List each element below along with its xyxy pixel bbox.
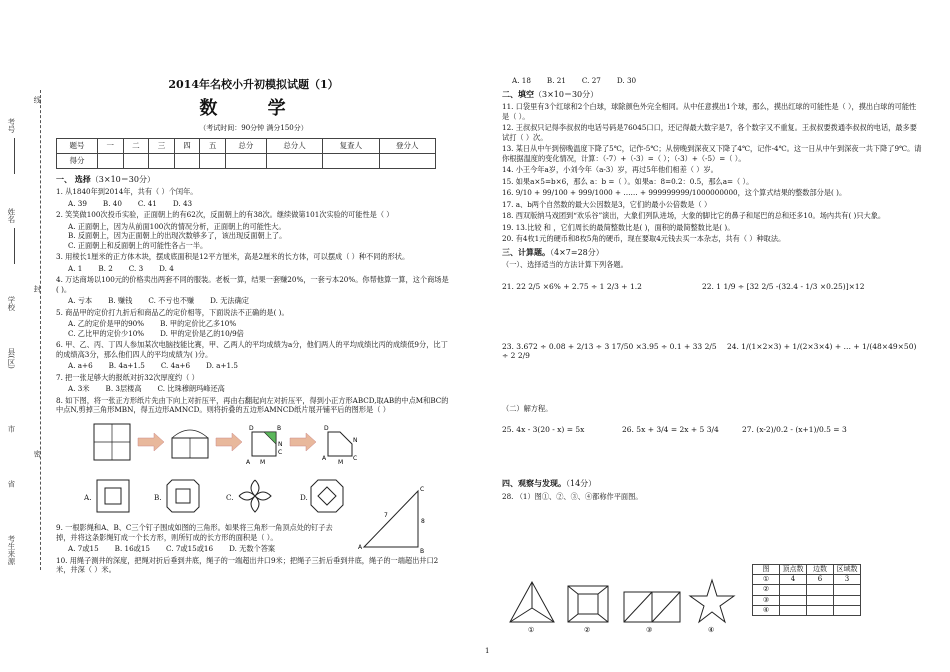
score-header: 二 xyxy=(123,138,149,153)
svg-text:A: A xyxy=(322,454,327,462)
question-8-options: A. B. C. D. xyxy=(56,477,451,521)
score-cell[interactable] xyxy=(225,153,266,168)
score-table xyxy=(56,138,436,169)
score-header: 四 xyxy=(174,138,200,153)
svg-text:7: 7 xyxy=(384,512,388,520)
calc-row-1 xyxy=(502,272,922,332)
svg-text:8: 8 xyxy=(421,518,425,526)
expression-23: 23. 3.672 ÷ 0.08 + 2/13 ÷ 3 17/50 ×3.95 ÷ 0.1 + 33 2/5 ÷ 2 2/9 xyxy=(502,341,717,361)
score-cell[interactable] xyxy=(266,153,322,168)
equation-27: 27. (x-2)/0.2 - (x+1)/0.5 = 3 xyxy=(742,425,847,435)
margin-label-province: 省 xyxy=(6,480,16,488)
svg-text:C: C xyxy=(278,448,283,456)
svg-text:M: M xyxy=(338,458,344,466)
question-28: 28. （1）图①、②、③、④都称作平面图。 xyxy=(502,491,643,501)
left-column xyxy=(56,78,451,577)
question-18: 18. 西双版纳马戏团到“欢乐谷”演出，大象们列队进场，大象的脚比它的鼻子和尾巴的总和还多10。场内共有( )只大象。 xyxy=(502,211,886,221)
exam-title: 2014年名校小升初模拟试题（1） xyxy=(168,78,339,91)
option-d-shape xyxy=(308,477,348,517)
question-17: 17. a、b两个自然数的最大公因数是3，它们的最小公倍数是（ ） xyxy=(502,199,712,209)
score-header: 一 xyxy=(97,138,123,153)
question-1-options: A. 39 B. 40 C. 41 D. 43 xyxy=(68,198,193,208)
score-cell[interactable] xyxy=(123,153,149,168)
svg-text:D: D xyxy=(249,424,254,432)
section1-heading: 一、 选择（3×10＝30分） xyxy=(56,173,155,184)
margin-rule xyxy=(14,138,15,174)
section4-heading: 四、观察与发现。（14分） xyxy=(502,478,597,489)
table-header: 区域数 xyxy=(834,565,861,575)
equation-row xyxy=(502,415,922,475)
svg-text:④: ④ xyxy=(708,626,715,634)
option-a-shape xyxy=(94,477,134,517)
svg-text:②: ② xyxy=(584,626,591,634)
question-11: 11. 口袋里有3个红球和2个白球，球除颜色外完全相同。从中任意摸出1个球，那么，摸出红球的可能性是（ ），摸出白球的可能性是（ ）。 xyxy=(502,102,917,121)
exam-meta: （考试时间：90分钟 满分150分） xyxy=(199,124,308,133)
score-header: 三 xyxy=(149,138,175,153)
equation-26: 26. 5x + 3/4 = 2x + 5 3/4 xyxy=(622,425,719,435)
cut-mark-line: 线 xyxy=(32,96,42,104)
svg-text:A: A xyxy=(246,458,251,466)
option-b-shape xyxy=(164,477,204,517)
question-15: 15. 如果a×5=b×6，那么 a：b =（ ）。如果a：8=0.2：0.5，那么a=（ ）。 xyxy=(502,176,754,186)
score-cell[interactable] xyxy=(174,153,200,168)
score-cell[interactable] xyxy=(149,153,175,168)
triangle-figure xyxy=(356,483,436,555)
question-14: 14. 小王今年a岁，小刘今年（a-3）岁，再过5年他们相差（ ）岁。 xyxy=(502,165,718,175)
question-7: 7. 把一张足够大的报纸对折32次厚度约（ ） xyxy=(56,372,199,382)
score-cell[interactable] xyxy=(379,153,435,168)
table-header: 图 xyxy=(753,565,780,575)
section3-sub2: （二）解方程。 xyxy=(502,403,553,413)
calc-row-2 xyxy=(502,332,922,402)
score-header: 登分人 xyxy=(379,138,435,153)
question-6-options: A. a+6 B. 4a+1.5 C. 4a+6 D. a+1.5 xyxy=(68,361,238,371)
svg-text:B: B xyxy=(420,548,425,556)
svg-text:A: A xyxy=(358,544,363,552)
planar-figures xyxy=(506,578,756,634)
question-5: 5. 商品甲的定价打九折后和商品乙的定价相等，下面说法不正确的是( )。 xyxy=(56,307,289,317)
page-number: 1 xyxy=(485,647,490,655)
svg-text:B: B xyxy=(277,424,282,432)
question-12: 12. 王叔叔只记得李叔叔的电话号码是76045口口，还记得最大数字是7，各个数字又不重复。王叔叔要拨通李叔叔的电话，最多要试打（ ）次。 xyxy=(502,123,917,142)
expression-21: 21. 22 2/5 ×6% + 2.75 ÷ 1 2/3 + 1.2 xyxy=(502,281,642,291)
question-7-options: A. 3米 B. 3层楼高 C. 比珠穆朗玛峰还高 xyxy=(68,384,225,394)
question-4: 4. 万达商场以100元的价格卖出两套不同的服装。老板一算，结果一套赚20%，一套亏本20%。你帮他算一算，这个商场是( )。 xyxy=(56,275,449,294)
score-row-label: 得分 xyxy=(57,153,98,168)
score-cell[interactable] xyxy=(200,153,226,168)
margin-label-source: 考生来源 xyxy=(6,535,16,565)
folding-figure xyxy=(56,417,436,475)
svg-text:③: ③ xyxy=(646,626,653,634)
margin-label-county: 县(区) xyxy=(6,348,16,369)
margin-label-school: 学校 xyxy=(6,296,16,311)
expression-22: 22. 1 1/9 ÷ [32 2/5 -(32.4 - 1/3 ×0.25)]×12 xyxy=(702,281,865,291)
score-header: 总分 xyxy=(225,138,266,153)
section3-heading: 三、计算题。（4×7=28分） xyxy=(502,246,604,257)
question-4-options: A. 亏本 B. 赚钱 C. 不亏也不赚 D. 无法确定 xyxy=(68,296,249,306)
question-9-options: A. 7或15 B. 16或15 C. 7或15或16 D. 无数个答案 xyxy=(68,544,276,554)
question-5-options: A. 乙的定价是甲的90% B. 甲的定价比乙多10% C. 乙比甲的定价少10% D. 甲的定价是乙的10/9倍 xyxy=(68,319,244,338)
question-20: 20. 有4枚1元的硬币和8枚5角的硬币，现在要取4元钱去买一本杂志，共有（ ）种取法。 xyxy=(502,234,786,244)
question-3: 3. 用棱长1厘米的正方体木块，摆成底面积是12平方厘米，高是2厘米的长方体，可以摆成（ ）种不同的形状。 xyxy=(56,252,410,262)
question-6: 6. 甲、乙、丙、丁四人参加某次电脑技能比赛，甲、乙两人的平均成绩为a分，他们两人的平均成绩比丙的成绩低9分，比丁的成绩高3分，那么他们四人的平均成绩为( )分。 xyxy=(56,340,448,359)
expression-24: 24. 1/(1×2×3) + 1/(2×3×4) + … + 1/(48×49×50) xyxy=(727,341,917,351)
score-header: 题号 xyxy=(57,138,98,153)
svg-text:M: M xyxy=(260,458,266,466)
question-13: 13. 某日从中午到傍晚温度下降了5℃，记作-5℃；从傍晚到深夜又下降了4℃，记作-4℃。这一日从中午到深夜一共下降了9℃。请你根据温度的变化情况，计算：（-7）+（-3）=（ ）；（-3）+（-5）=（ ）。 xyxy=(502,144,922,163)
question-2-options: A. 正面朝上，因为从前面100次的情况分析，正面朝上的可能性大。 B. 反面朝上，因为正面朝上的出现次数够多了，该出现反面朝上了。 C. 正面朝上和反面朝上的可能性各占一半。 xyxy=(68,221,287,250)
table-header: 顶点数 xyxy=(780,565,807,575)
svg-text:C: C xyxy=(353,454,358,462)
question-10: 10. 用绳子测井的深度，把绳对折后垂到井底，绳子的一端超出井口9米；把绳子三折后垂到井底，绳子的一端超出井口2米，井深（ ）米。 xyxy=(56,555,439,575)
question-3-options: A. 1 B. 2 C. 3 D. 4 xyxy=(68,263,174,273)
score-cell[interactable] xyxy=(97,153,123,168)
score-header: 总分人 xyxy=(266,138,322,153)
cut-mark-secret: 密 xyxy=(32,450,42,458)
question-9: 9. 一根影绳和A、B、C三个钉子围成如图的三角形。如果将三角形一角顶点处的钉子去掉，并将这条影绳钉成一个长方形，则所钉成的长方形的面积是（ ）。 xyxy=(56,523,333,542)
subject-title: 数 学 xyxy=(199,97,308,119)
cut-mark-seal: 封 xyxy=(32,285,42,293)
table-header: 边数 xyxy=(807,565,834,575)
right-column xyxy=(502,75,922,503)
section2-heading: 二、填空（3×10＝30分） xyxy=(502,88,599,99)
margin-rule xyxy=(14,228,15,264)
question-16: 16. 9/10 + 99/100 + 999/1000 + …… + 999999999/1000000000，这个算式结果的整数部分是( )。 xyxy=(502,188,847,198)
question-2: 2. 笑笑做100次投币实验，正面朝上的有62次，反面朝上的有38次。继续做第101次实验的可能性是（ ） xyxy=(56,210,394,220)
margin-label-exam-no: 考号 xyxy=(6,118,16,133)
question-1: 1. 从1840年到2014年，共有（ ）个闰年。 xyxy=(56,187,198,197)
margin-label-city: 市 xyxy=(6,425,16,433)
svg-text:C: C xyxy=(420,486,425,494)
svg-text:①: ① xyxy=(528,626,535,634)
equation-25: 25. 4x - 3(20 - x) = 5x xyxy=(502,425,585,435)
question-8: 8. 如下图，将一张正方形纸片先由下向上对折压平，再由右翻起向左对折压平，得到小正方形ABCD,取AB的中点M和BC的中点N,剪掉三角形MBN，得五边形AMNCD。则将折叠的五边形AMNCD纸片展开铺平后的图形是（ ） xyxy=(56,395,449,415)
question-10-options: A. 18 B. 21 C. 27 D. 30 xyxy=(512,76,637,85)
option-c-shape xyxy=(236,477,276,517)
svg-text:N: N xyxy=(353,436,358,444)
svg-text:D: D xyxy=(324,424,329,432)
margin-label-name: 姓名 xyxy=(6,208,16,223)
svg-text:N: N xyxy=(278,440,283,448)
score-header: 五 xyxy=(200,138,226,153)
question-19: 19. 13.比较 和 ，它们周长的最简整数比是( )，面积的最简整数比是( )。 xyxy=(502,222,735,232)
score-header: 复查人 xyxy=(323,138,379,153)
score-cell[interactable] xyxy=(323,153,379,168)
vertex-table: 图 顶点数 边数 区域数 ① 4 6 3 ② ③ ④ xyxy=(752,564,861,616)
section3-sub1: （一）、选择适当的方法计算下列各题。 xyxy=(502,260,628,270)
binding-line xyxy=(40,90,41,570)
